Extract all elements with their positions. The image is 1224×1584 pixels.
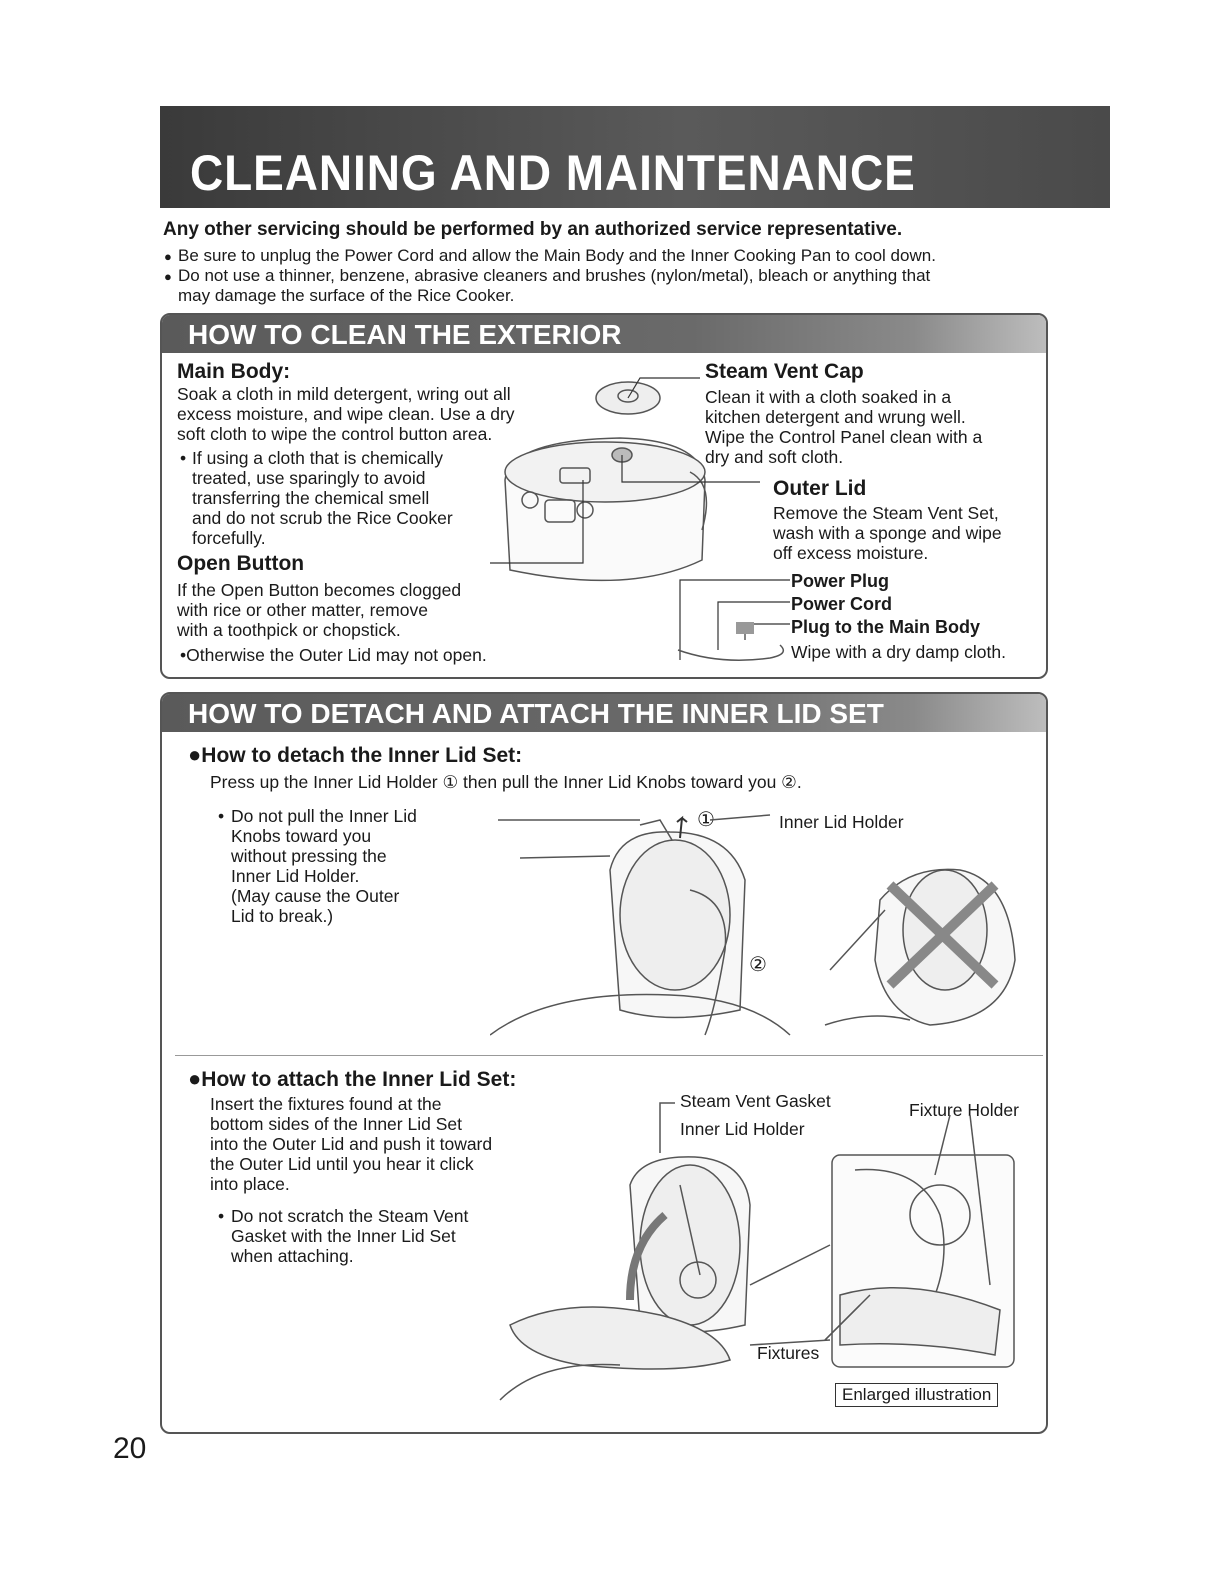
page-number: 20 [113,1432,147,1465]
outer-lid-title: Outer Lid [773,477,867,500]
steam-vent-cap-text: Clean it with a cloth soaked in a kitchen detergent and wrung well. Wipe the Control Panel clean with a dry and soft cloth. [705,387,983,467]
rice-cooker-illustration [490,360,790,670]
main-body-note: • If using a cloth that is chemically treated, use sparingly to avoid transferring the chemical smell and do not scrub the Rice Cooker forcefully. [180,448,453,548]
main-body-title: Main Body: [177,360,291,383]
bullet-no-thinner: ● Do not use a thinner, benzene, abrasive cleaners and brushes (nylon/metal), bleach or anything that [178,266,930,286]
outer-lid-text: Remove the Steam Vent Set, wash with a sponge and wipe off excess moisture. [773,503,1002,563]
detach-illustration [490,810,1035,1042]
title-banner [160,106,1110,208]
power-cord-label: Power Cord [791,594,893,614]
main-body-text: Soak a cloth in mild detergent, wring out all excess moisture, and wipe clean. Use a dry soft cloth to wipe the control button area. [177,384,515,444]
attach-text: Insert the fixtures found at the bottom sides of the Inner Lid Set into the Outer Lid and push it toward the Outer Lid until you hear it click into place. [210,1094,493,1194]
attach-illustration [480,1095,1030,1415]
attach-steam-vent-gasket-label: Steam Vent Gasket [680,1091,831,1111]
open-button-text: If the Open Button becomes clogged with rice or other matter, remove with a toothpick or chopstick. [177,580,462,640]
plug-main-body-label: Plug to the Main Body [791,617,980,637]
attach-inner-lid-holder-label: Inner Lid Holder [680,1119,805,1139]
detach-inner-lid-holder-label: Inner Lid Holder [779,812,904,832]
steam-vent-cap-title: Steam Vent Cap [705,360,864,383]
inner-lid-heading: HOW TO DETACH AND ATTACH THE INNER LID SET [188,698,884,729]
exterior-heading: HOW TO CLEAN THE EXTERIOR [188,319,622,350]
section-divider [175,1055,1043,1056]
open-button-note: •Otherwise the Outer Lid may not open. [180,645,487,665]
power-note: Wipe with a dry damp cloth. [791,642,1006,662]
open-button-title: Open Button [177,552,305,575]
fixtures-label: Fixtures [757,1343,820,1363]
detach-title: ●How to detach the Inner Lid Set: [188,742,523,767]
attach-note: • Do not scratch the Steam Vent Gasket with the Inner Lid Set when attaching. [218,1206,469,1266]
exterior-section-header [162,315,1046,353]
detach-note: • Do not pull the Inner Lid Knobs toward you without pressing the Inner Lid Holder. (May cause the Outer Lid to break.) [218,806,417,926]
bullet-unplug: ● Be sure to unplug the Power Cord and allow the Main Body and the Inner Cooking Pan to cool down. [178,246,936,266]
detach-instruction: Press up the Inner Lid Holder ① then pull the Inner Lid Knobs toward you ②. [210,772,802,792]
detach-marker-2: ② [749,954,767,976]
enlarged-illustration-caption: Enlarged illustration [835,1383,998,1407]
bullet-no-thinner-cont: may damage the surface of the Rice Cooker. [178,286,515,305]
power-plug-label: Power Plug [791,571,890,591]
inner-lid-section-header [162,694,1046,732]
detach-marker-1: ① [697,809,715,831]
attach-title: ●How to attach the Inner Lid Set: [188,1066,517,1091]
warning-text: Any other servicing should be performed by an authorized service representative. [163,219,903,240]
fixture-holder-label: Fixture Holder [909,1100,1019,1120]
page-title: CLEANING AND MAINTENANCE [190,145,916,201]
